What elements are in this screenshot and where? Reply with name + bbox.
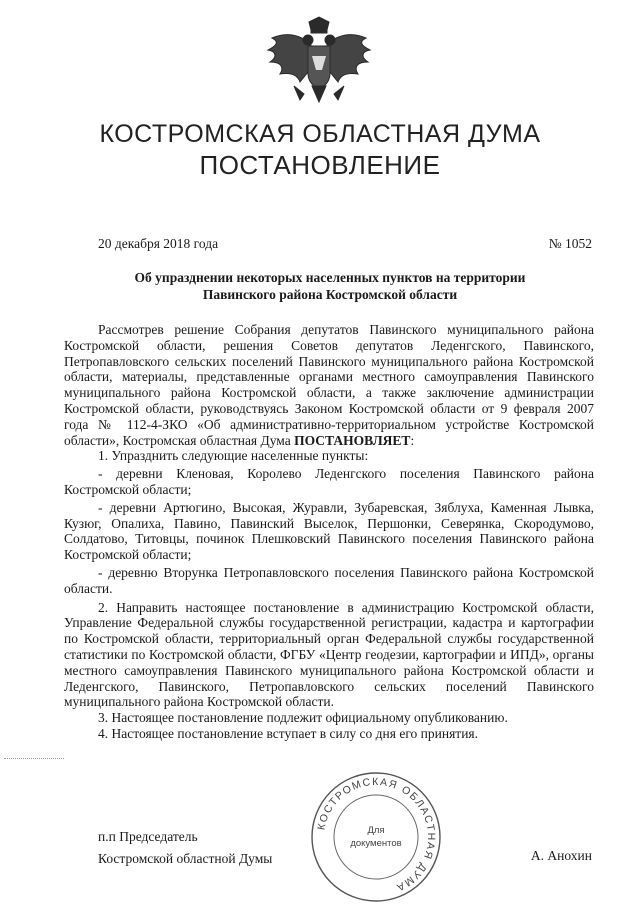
item-3-paragraph: 3. Настоящее постановление подлежит официальному опубликованию. [98,710,508,726]
dash-item-2: - деревни Артюгино, Высокая, Журавли, Зубаревская, Зяблуха, Каменная Лывка, Кузюг, Опалиха, Павино, Павинский Выселок, Першонки, Северянка, Скородумово, Солдатово, Титовцы, починок Плешковский Павинского поселения Павинского района Костромской области; [64,499,594,563]
document-number: № 1052 [548,236,592,251]
item-1-paragraph: 1. Упразднить следующие населенные пункты: [98,448,369,464]
stamp-ring-text: КОСТРОМСКАЯ ОБЛАСТНАЯ ДУМА [315,775,438,894]
document-heading [70,269,590,303]
intro-paragraph: Рассмотрев решение Собрания депутатов Павинского муниципального района Костромской области, решения Советов депутатов Леденгского, Павинского, Петропавловского сельских поселений Павинского муниципального района Костромской области, материалы, представленные органами местного самоуправления Павинского муниципального района Костромской области, а также заключение администрации Костромской области, руководствуясь Законом Костромской области от 9 февраля 2007 года № 112-4-ЗКО «Об административно-территориальном устройстве Костромской области», Костромская областная Дума ПОСТАНОВЛЯЕТ: [64,322,594,448]
item-2-paragraph: 2. Направить настоящее постановление в администрацию Костромской области, Управление Федеральной службы государственной регистрации, кадастра и картографии по Костромской области, территориальный орган Федеральной службы государственной статистики по Костромской области, ФГБУ «Центр геодезии, картографии и ИПД», органы местного самоуправления Павинского муниципального района Костромской области и Леденгского, Павинского, Петропавловского сельских поселений Павинского муниципального района Костромской области. [64,599,594,710]
dash-item-3: - деревню Вторунка Петропавловского поселения Павинского района Костромской области. [64,564,594,596]
coat-of-arms-emblem [264,16,374,108]
official-stamp [306,770,446,905]
heading-line-2: Павинского района Костромской области [202,287,458,302]
margin-dotted-line [4,758,64,759]
heading-line-1: Об упразднении некоторых населенных пунктов на территории [134,270,526,285]
organization-title: КОСТРОМСКАЯ ОБЛАСТНАЯ ДУМА [99,120,541,148]
document-type-title: ПОСТАНОВЛЕНИЕ [199,150,441,180]
resolves-word: ПОСТАНОВЛЯЕТ [294,432,411,448]
signature-block [98,826,272,870]
signature-role-line-2: Костромской областной Думы [98,851,273,866]
document-date: 20 декабря 2018 года [98,236,219,251]
intro-text: Рассмотрев решение Собрания депутатов Павинского муниципального района Костромской области, решения Советов депутатов Леденгского, Павинского, Петропавловского сельских поселений Павинского муниципального района Костромской области, материалы, представленные органами местного самоуправления Павинского муниципального района Костромской области, а также заключение администрации Костромской области, руководствуясь Законом Костромской области от 9 февраля 2007 года № 112-4-ЗКО «Об административно-территориальном устройстве Костромской области», Костромская областная Дума [64,322,594,448]
item-4-paragraph: 4. Настоящее постановление вступает в силу со дня его принятия. [98,725,479,741]
stamp-center-line-2: документов [350,838,402,849]
signature-role-line-1: п.п Председатель [98,829,198,844]
signer-name: А. Анохин [530,848,592,863]
document-body [64,322,594,742]
stamp-center-line-1: Для [367,825,385,836]
dash-item-1: - деревни Кленовая, Королево Леденгского поселения Павинского района Костромской области; [64,466,594,497]
